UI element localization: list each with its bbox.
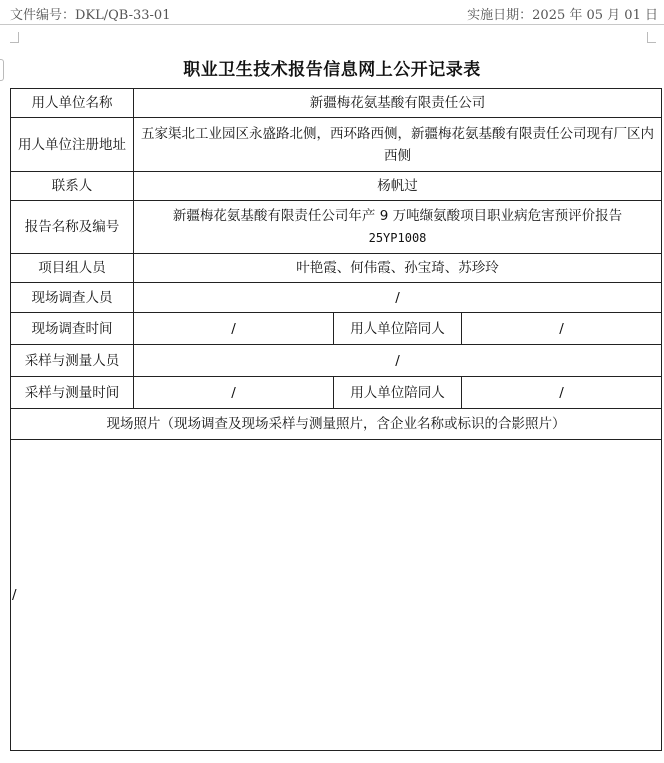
table-row <box>11 283 662 313</box>
photos-label: 现场照片（现场调查及现场采样与测量照片，含企业名称或标识的合影照片） <box>11 409 662 440</box>
photos-area <box>11 440 662 751</box>
survey-escort-value: / <box>462 313 662 345</box>
table-row <box>11 172 662 201</box>
sampling-escort-label: 用人单位陪同人 <box>334 377 462 409</box>
sampling-time-label: 采样与测量时间 <box>11 377 134 409</box>
table-row <box>11 345 662 377</box>
margin-corner-left <box>10 32 19 43</box>
sampling-staff-value: / <box>134 345 662 377</box>
sampling-escort-value: / <box>462 377 662 409</box>
table-row <box>11 440 662 751</box>
survey-escort-label: 用人单位陪同人 <box>334 313 462 345</box>
header-divider <box>0 24 664 25</box>
table-row <box>11 201 662 254</box>
table-row <box>11 254 662 283</box>
contact-value: 杨帆过 <box>134 172 662 201</box>
report-number: 25YP1008 <box>368 231 427 245</box>
contact-label: 联系人 <box>11 172 134 201</box>
document-number: 文件编号：DKL/QB-33-01 <box>10 8 171 23</box>
sampling-staff-label: 采样与测量人员 <box>11 345 134 377</box>
table-row <box>11 118 662 172</box>
table-row <box>11 409 662 440</box>
effective-date: 实施日期：2025 年 05 月 01 日 <box>467 8 658 23</box>
page-title: 职业卫生技术报告信息网上公开记录表 <box>183 60 481 80</box>
reg-address-label: 用人单位注册地址 <box>11 118 134 172</box>
table-row <box>11 313 662 345</box>
margin-corner-right <box>647 32 656 43</box>
employer-name-label: 用人单位名称 <box>11 89 134 118</box>
report-name: 新疆梅花氨基酸有限责任公司年产 9 万吨缬氨酸项目职业病危害预评价报告 <box>172 208 623 224</box>
reg-address-value: 五家渠北工业园区永盛路北侧，西环路西侧，新疆梅花氨基酸有限责任公司现有厂区内西侧 <box>134 118 662 172</box>
table-row <box>11 377 662 409</box>
team-value: 叶艳霞、何伟霞、孙宝琦、苏珍玲 <box>134 254 662 283</box>
team-label: 项目组人员 <box>11 254 134 283</box>
survey-staff-value: / <box>134 283 662 313</box>
survey-time-value: / <box>134 313 334 345</box>
table-row <box>11 89 662 118</box>
survey-time-label: 现场调查时间 <box>11 313 134 345</box>
report-label: 报告名称及编号 <box>11 201 134 254</box>
record-table <box>10 88 662 751</box>
survey-staff-label: 现场调查人员 <box>11 283 134 313</box>
report-value <box>134 201 662 254</box>
employer-name-value: 新疆梅花氨基酸有限责任公司 <box>134 89 662 118</box>
sampling-time-value: / <box>134 377 334 409</box>
photos-value: / <box>12 587 17 603</box>
